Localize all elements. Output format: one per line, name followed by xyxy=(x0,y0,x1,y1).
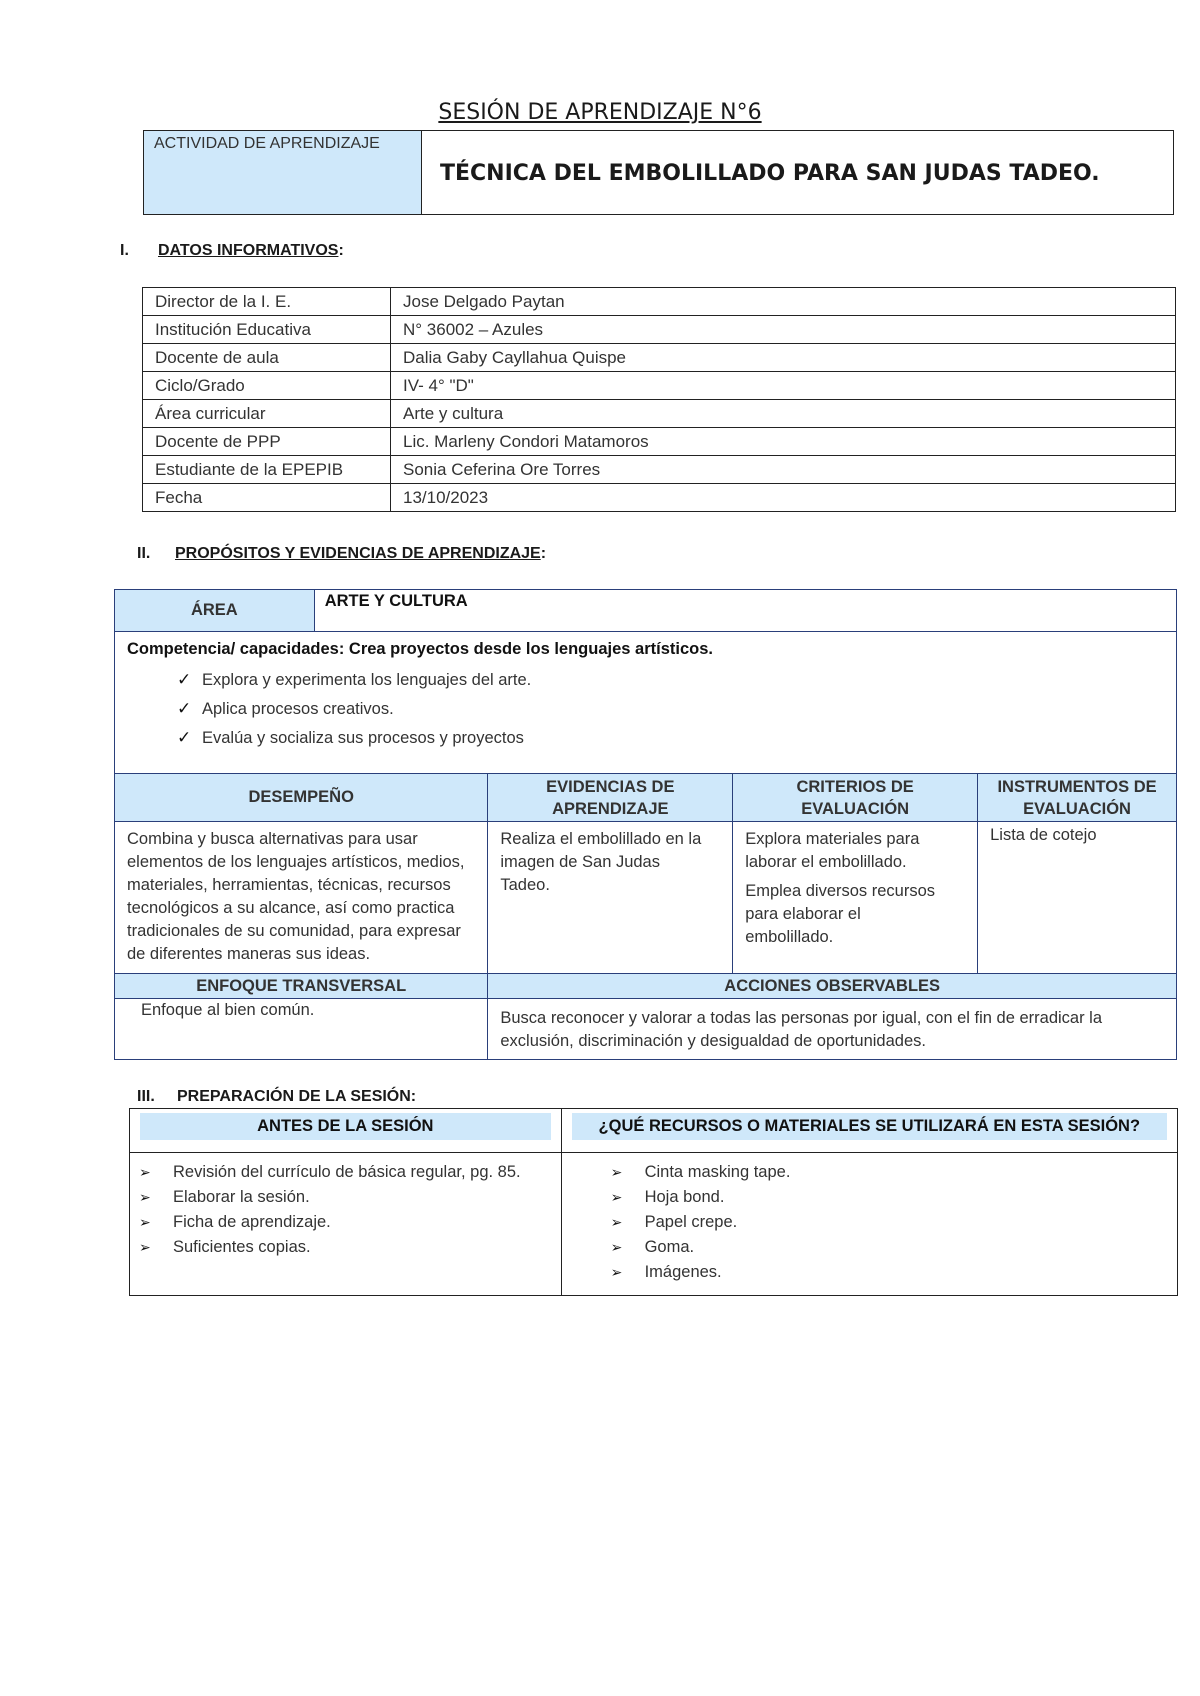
section-2-colon: : xyxy=(540,545,547,562)
section-2-title: PROPÓSITOS Y EVIDENCIAS DE APRENDIZAJE xyxy=(175,545,541,562)
desempeno-cell: Combina y busca alternativas para usar elementos de los lenguajes artísticos, medios, materiales, herramientas, técnicas, recursos tecnológicos a su alcance, así como practica tradicionales de su comunidad, para expresar de diferentes maneras sus ideas. xyxy=(115,822,488,974)
section-1-heading xyxy=(120,242,344,260)
info-key: Fecha xyxy=(143,484,391,512)
recursos-header: ¿QUÉ RECURSOS O MATERIALES SE UTILIZARÁ EN ESTA SESIÓN? xyxy=(572,1113,1167,1140)
section-1-number: I. xyxy=(120,242,129,259)
arrow-bullet-icon: ➢ xyxy=(139,1214,151,1230)
list-item xyxy=(139,1210,560,1235)
section-2-number: II. xyxy=(137,545,151,562)
info-value: Jose Delgado Paytan xyxy=(391,288,1176,316)
recurso-text: Hoja bond. xyxy=(644,1188,725,1206)
section-3-heading xyxy=(137,1088,416,1106)
info-value: Lic. Marleny Condori Matamoros xyxy=(391,428,1176,456)
purposes-table xyxy=(114,589,1177,1060)
info-row xyxy=(143,372,1176,400)
antes-header: ANTES DE LA SESIÓN xyxy=(140,1113,551,1140)
instrumentos-cell: Lista de cotejo xyxy=(978,822,1177,974)
info-key: Director de la I. E. xyxy=(143,288,391,316)
section-3-number: III. xyxy=(137,1088,155,1105)
list-item xyxy=(177,723,1164,752)
instrumentos-header: INSTRUMENTOS DE EVALUACIÓN xyxy=(978,774,1177,822)
antes-text: Ficha de aprendizaje. xyxy=(173,1213,331,1231)
recurso-text: Goma. xyxy=(644,1238,695,1256)
section-3-title: PREPARACIÓN DE LA SESIÓN: xyxy=(177,1088,417,1105)
criterios-header: CRITERIOS DE EVALUACIÓN xyxy=(733,774,978,822)
info-row xyxy=(143,484,1176,512)
list-item xyxy=(611,1235,1176,1260)
antes-text: Suficientes copias. xyxy=(173,1238,311,1256)
info-key: Docente de aula xyxy=(143,344,391,372)
info-row xyxy=(143,288,1176,316)
arrow-bullet-icon: ➢ xyxy=(610,1264,623,1280)
info-value: IV- 4° "D" xyxy=(391,372,1176,400)
antes-text: Elaborar la sesión. xyxy=(173,1188,310,1206)
arrow-bullet-icon: ➢ xyxy=(610,1189,623,1205)
list-item xyxy=(177,665,1164,694)
recursos-list xyxy=(563,1154,1176,1285)
info-row xyxy=(143,316,1176,344)
enfoque-header: ENFOQUE TRANSVERSAL xyxy=(115,974,488,999)
info-row xyxy=(143,456,1176,484)
info-key: Institución Educativa xyxy=(143,316,391,344)
list-item xyxy=(611,1210,1176,1235)
activity-label: ACTIVIDAD DE APRENDIZAJE xyxy=(144,131,422,215)
recurso-text: Imágenes. xyxy=(644,1263,722,1281)
info-row xyxy=(143,428,1176,456)
list-item xyxy=(139,1235,560,1260)
acciones-header: ACCIONES OBSERVABLES xyxy=(488,974,1177,999)
info-key: Docente de PPP xyxy=(143,428,391,456)
antes-text: Revisión del currículo de básica regular, pg. 85. xyxy=(173,1163,521,1181)
criterios-cell xyxy=(733,822,978,974)
page-title: SESIÓN DE APRENDIZAJE N°6 xyxy=(438,100,762,125)
info-value: 13/10/2023 xyxy=(391,484,1176,512)
info-value: N° 36002 – Azules xyxy=(391,316,1176,344)
antes-cell xyxy=(130,1153,562,1296)
preparation-table xyxy=(129,1108,1178,1296)
recursos-header-cell xyxy=(561,1109,1177,1153)
arrow-bullet-icon: ➢ xyxy=(139,1189,151,1205)
list-item xyxy=(611,1260,1176,1285)
enfoque-cell: Enfoque al bien común. xyxy=(115,999,488,1060)
area-value: ARTE Y CULTURA xyxy=(314,590,1176,632)
list-item xyxy=(611,1185,1176,1210)
competency-cell xyxy=(115,632,1177,774)
list-item xyxy=(139,1160,560,1185)
capacity-text: Evalúa y socializa sus procesos y proyectos xyxy=(202,729,524,747)
info-key: Área curricular xyxy=(143,400,391,428)
checkmark-icon: ✓ xyxy=(177,728,192,747)
info-table xyxy=(142,287,1176,512)
antes-header-cell xyxy=(130,1109,562,1153)
checkmark-icon: ✓ xyxy=(177,670,192,689)
info-key: Ciclo/Grado xyxy=(143,372,391,400)
evidencias-cell: Realiza el embolillado en la imagen de San Judas Tadeo. xyxy=(488,822,733,974)
list-item xyxy=(177,694,1164,723)
evidencias-header: EVIDENCIAS DE APRENDIZAJE xyxy=(488,774,733,822)
section-2-heading xyxy=(137,545,546,563)
acciones-cell: Busca reconocer y valorar a todas las personas por igual, con el fin de erradicar la exclusión, discriminación y desigualdad de oportunidades. xyxy=(488,999,1177,1060)
capacities-list xyxy=(127,665,1164,752)
criterio-2: Emplea diversos recursos para elaborar el embolillado. xyxy=(745,882,936,946)
section-1-colon: : xyxy=(338,242,344,259)
activity-table xyxy=(143,130,1174,215)
desempeno-header: DESEMPEÑO xyxy=(115,774,488,822)
competency-title: Competencia/ capacidades: Crea proyectos desde los lenguajes artísticos. xyxy=(127,640,713,658)
info-value: Sonia Ceferina Ore Torres xyxy=(391,456,1176,484)
capacity-text: Explora y experimenta los lenguajes del arte. xyxy=(202,671,532,689)
info-value: Arte y cultura xyxy=(391,400,1176,428)
criterio-1: Explora materiales para laborar el embolillado. xyxy=(745,830,920,871)
area-label: ÁREA xyxy=(115,590,315,632)
capacity-text: Aplica procesos creativos. xyxy=(202,700,394,718)
arrow-bullet-icon: ➢ xyxy=(610,1164,623,1180)
arrow-bullet-icon: ➢ xyxy=(139,1239,151,1255)
list-item xyxy=(611,1160,1176,1185)
checkmark-icon: ✓ xyxy=(177,699,192,718)
arrow-bullet-icon: ➢ xyxy=(610,1214,623,1230)
recurso-text: Papel crepe. xyxy=(644,1213,738,1231)
arrow-bullet-icon: ➢ xyxy=(139,1164,151,1180)
recurso-text: Cinta masking tape. xyxy=(644,1163,791,1181)
info-key: Estudiante de la EPEPIB xyxy=(143,456,391,484)
info-row xyxy=(143,400,1176,428)
info-value: Dalia Gaby Cayllahua Quispe xyxy=(391,344,1176,372)
list-item xyxy=(139,1185,560,1210)
info-row xyxy=(143,344,1176,372)
recursos-cell xyxy=(561,1153,1177,1296)
activity-value: TÉCNICA DEL EMBOLILLADO PARA SAN JUDAS TADEO. xyxy=(422,131,1174,215)
arrow-bullet-icon: ➢ xyxy=(610,1239,623,1255)
section-1-title: DATOS INFORMATIVOS xyxy=(158,242,339,259)
antes-list xyxy=(131,1154,560,1260)
